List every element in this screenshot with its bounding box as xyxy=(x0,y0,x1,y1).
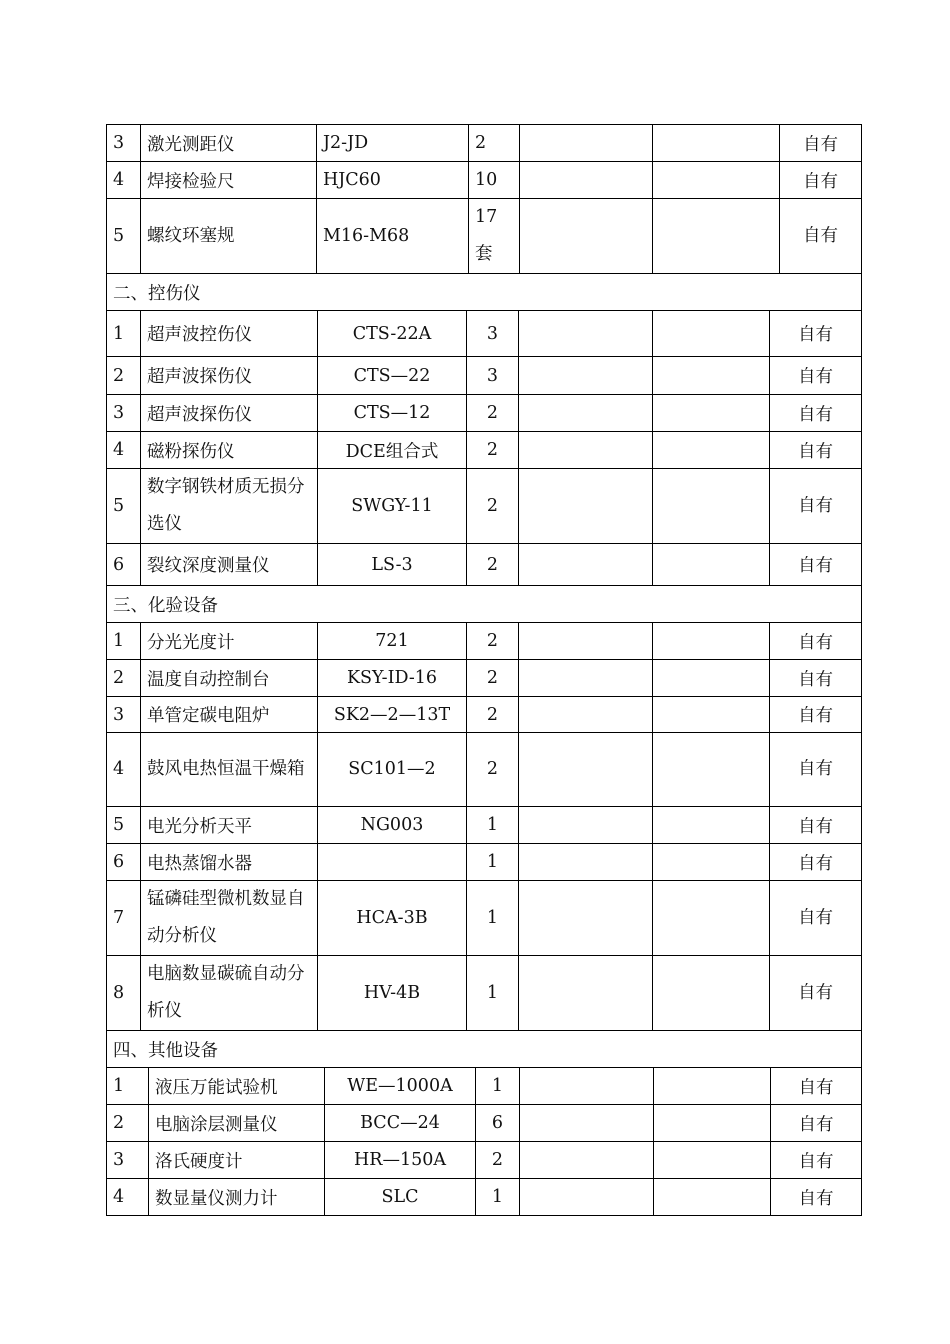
section-table xyxy=(106,273,862,586)
section-table xyxy=(106,124,862,274)
equipment-name: 温度自动控制台 xyxy=(141,660,318,697)
model-number: BCC—24 xyxy=(325,1105,476,1142)
section-header-row xyxy=(107,586,862,623)
blank-cell xyxy=(653,697,770,733)
equipment-name: 电脑涂层测量仪 xyxy=(149,1105,325,1142)
model-number: NG003 xyxy=(318,807,467,844)
section-table xyxy=(106,1030,862,1216)
row-number: 1 xyxy=(107,623,141,660)
ownership: 自有 xyxy=(770,733,862,807)
table-row xyxy=(107,844,862,881)
ownership: 自有 xyxy=(770,660,862,697)
model-number: LS-3 xyxy=(318,544,467,586)
row-number: 3 xyxy=(107,697,141,733)
blank-cell xyxy=(654,1179,771,1216)
blank-cell xyxy=(654,1105,771,1142)
table-row xyxy=(107,162,862,199)
table-row xyxy=(107,956,862,1031)
section-header-row xyxy=(107,274,862,311)
row-number: 2 xyxy=(107,660,141,697)
blank-cell xyxy=(653,162,780,199)
equipment-name: 电热蒸馏水器 xyxy=(141,844,318,881)
quantity: 2 xyxy=(467,623,519,660)
section-title: 三、化验设备 xyxy=(107,586,862,623)
row-number: 6 xyxy=(107,844,141,881)
equipment-table xyxy=(106,124,861,1216)
row-number: 5 xyxy=(107,807,141,844)
quantity: 1 xyxy=(476,1179,520,1216)
model-number: HCA-3B xyxy=(318,881,467,956)
equipment-name: 单管定碳电阻炉 xyxy=(141,697,318,733)
ownership: 自有 xyxy=(771,1142,862,1179)
quantity: 1 xyxy=(467,844,519,881)
blank-cell xyxy=(653,199,780,274)
quantity: 2 xyxy=(467,395,519,432)
ownership: 自有 xyxy=(770,395,862,432)
model-number: HJC60 xyxy=(317,162,469,199)
quantity: 1 xyxy=(467,881,519,956)
row-number: 3 xyxy=(107,1142,149,1179)
blank-cell xyxy=(520,1105,654,1142)
blank-cell xyxy=(519,311,653,357)
table-row xyxy=(107,697,862,733)
model-number: SK2—2—13T xyxy=(318,697,467,733)
blank-cell xyxy=(519,544,653,586)
row-number: 6 xyxy=(107,544,141,586)
ownership: 自有 xyxy=(770,807,862,844)
table-row xyxy=(107,623,862,660)
blank-cell xyxy=(520,1142,654,1179)
table-row xyxy=(107,733,862,807)
blank-cell xyxy=(653,956,770,1031)
row-number: 5 xyxy=(107,469,141,544)
model-number: KSY-ID-16 xyxy=(318,660,467,697)
blank-cell xyxy=(519,733,653,807)
blank-cell xyxy=(653,395,770,432)
ownership: 自有 xyxy=(770,432,862,469)
equipment-name: 超声波控伤仪 xyxy=(141,311,318,357)
equipment-name: 数字钢铁材质无损分选仪 xyxy=(141,469,318,544)
row-number: 2 xyxy=(107,357,141,395)
equipment-name: 磁粉探伤仪 xyxy=(141,432,318,469)
table-row xyxy=(107,1179,862,1216)
ownership: 自有 xyxy=(770,623,862,660)
table-row xyxy=(107,1068,862,1105)
model-number: CTS—22 xyxy=(318,357,467,395)
ownership: 自有 xyxy=(780,162,862,199)
model-number: J2-JD xyxy=(317,125,469,162)
blank-cell xyxy=(520,1068,654,1105)
row-number: 1 xyxy=(107,1068,149,1105)
table-row xyxy=(107,1105,862,1142)
ownership: 自有 xyxy=(770,697,862,733)
equipment-name: 超声波探伤仪 xyxy=(141,395,318,432)
model-number: SLC xyxy=(325,1179,476,1216)
equipment-name: 锰磷硅型微机数显自动分析仪 xyxy=(141,881,318,956)
section-header-row xyxy=(107,1031,862,1068)
blank-cell xyxy=(653,844,770,881)
section-title: 二、控伤仪 xyxy=(107,274,862,311)
blank-cell xyxy=(519,395,653,432)
ownership: 自有 xyxy=(770,357,862,395)
quantity: 2 xyxy=(467,469,519,544)
table-row xyxy=(107,199,862,274)
blank-cell xyxy=(519,844,653,881)
model-number: CTS-22A xyxy=(318,311,467,357)
blank-cell xyxy=(653,733,770,807)
blank-cell xyxy=(520,199,653,274)
quantity: 1 xyxy=(476,1068,520,1105)
table-row xyxy=(107,807,862,844)
row-number: 4 xyxy=(107,733,141,807)
blank-cell xyxy=(519,623,653,660)
ownership: 自有 xyxy=(770,844,862,881)
equipment-name: 分光光度计 xyxy=(141,623,318,660)
quantity: 1 xyxy=(467,807,519,844)
quantity: 2 xyxy=(467,697,519,733)
ownership: 自有 xyxy=(780,125,862,162)
ownership: 自有 xyxy=(770,956,862,1031)
blank-cell xyxy=(520,125,653,162)
quantity: 2 xyxy=(467,432,519,469)
model-number: CTS—12 xyxy=(318,395,467,432)
model-number: M16-M68 xyxy=(317,199,469,274)
equipment-name: 电脑数显碳硫自动分析仪 xyxy=(141,956,318,1031)
table-row xyxy=(107,432,862,469)
model-number: 721 xyxy=(318,623,467,660)
blank-cell xyxy=(519,660,653,697)
quantity: 2 xyxy=(467,544,519,586)
row-number: 8 xyxy=(107,956,141,1031)
model-number: HR—150A xyxy=(325,1142,476,1179)
table-row xyxy=(107,395,862,432)
row-number: 1 xyxy=(107,311,141,357)
section-title: 四、其他设备 xyxy=(107,1031,862,1068)
table-row xyxy=(107,1142,862,1179)
row-number: 4 xyxy=(107,1179,149,1216)
ownership: 自有 xyxy=(771,1105,862,1142)
table-row xyxy=(107,357,862,395)
equipment-name: 电光分析天平 xyxy=(141,807,318,844)
table-row xyxy=(107,469,862,544)
equipment-name: 数显量仪测力计 xyxy=(149,1179,325,1216)
blank-cell xyxy=(653,125,780,162)
table-row xyxy=(107,311,862,357)
table-row xyxy=(107,544,862,586)
blank-cell xyxy=(519,357,653,395)
table-row xyxy=(107,881,862,956)
equipment-name: 鼓风电热恒温干燥箱 xyxy=(141,733,318,807)
blank-cell xyxy=(654,1142,771,1179)
quantity: 3 xyxy=(467,357,519,395)
section-table xyxy=(106,585,862,1031)
blank-cell xyxy=(653,357,770,395)
quantity: 3 xyxy=(467,311,519,357)
blank-cell xyxy=(519,469,653,544)
blank-cell xyxy=(519,807,653,844)
quantity: 2 xyxy=(469,125,520,162)
table-row xyxy=(107,125,862,162)
blank-cell xyxy=(520,162,653,199)
ownership: 自有 xyxy=(770,469,862,544)
ownership: 自有 xyxy=(770,544,862,586)
blank-cell xyxy=(653,881,770,956)
equipment-name: 螺纹环塞规 xyxy=(141,199,317,274)
row-number: 5 xyxy=(107,199,141,274)
ownership: 自有 xyxy=(771,1179,862,1216)
equipment-name: 超声波探伤仪 xyxy=(141,357,318,395)
quantity: 2 xyxy=(476,1142,520,1179)
model-number: WE—1000A xyxy=(325,1068,476,1105)
blank-cell xyxy=(519,432,653,469)
quantity: 2 xyxy=(467,733,519,807)
model-number: SWGY-11 xyxy=(318,469,467,544)
quantity: 6 xyxy=(476,1105,520,1142)
equipment-name: 激光测距仪 xyxy=(141,125,317,162)
blank-cell xyxy=(653,660,770,697)
equipment-name: 洛氏硬度计 xyxy=(149,1142,325,1179)
row-number: 4 xyxy=(107,162,141,199)
row-number: 7 xyxy=(107,881,141,956)
blank-cell xyxy=(653,807,770,844)
blank-cell xyxy=(519,956,653,1031)
row-number: 3 xyxy=(107,395,141,432)
blank-cell xyxy=(653,544,770,586)
ownership: 自有 xyxy=(770,311,862,357)
row-number: 3 xyxy=(107,125,141,162)
blank-cell xyxy=(653,469,770,544)
blank-cell xyxy=(653,623,770,660)
quantity: 10 xyxy=(469,162,520,199)
table-row xyxy=(107,660,862,697)
ownership: 自有 xyxy=(771,1068,862,1105)
blank-cell xyxy=(653,311,770,357)
model-number xyxy=(318,844,467,881)
model-number: SC101—2 xyxy=(318,733,467,807)
equipment-name: 焊接检验尺 xyxy=(141,162,317,199)
blank-cell xyxy=(653,432,770,469)
equipment-name: 液压万能试验机 xyxy=(149,1068,325,1105)
row-number: 2 xyxy=(107,1105,149,1142)
blank-cell xyxy=(519,697,653,733)
quantity: 2 xyxy=(467,660,519,697)
quantity: 17套 xyxy=(469,199,520,274)
blank-cell xyxy=(520,1179,654,1216)
blank-cell xyxy=(654,1068,771,1105)
model-number: HV-4B xyxy=(318,956,467,1031)
blank-cell xyxy=(519,881,653,956)
row-number: 4 xyxy=(107,432,141,469)
model-number: DCE组合式 xyxy=(318,432,467,469)
ownership: 自有 xyxy=(770,881,862,956)
ownership: 自有 xyxy=(780,199,862,274)
quantity: 1 xyxy=(467,956,519,1031)
equipment-name: 裂纹深度测量仪 xyxy=(141,544,318,586)
